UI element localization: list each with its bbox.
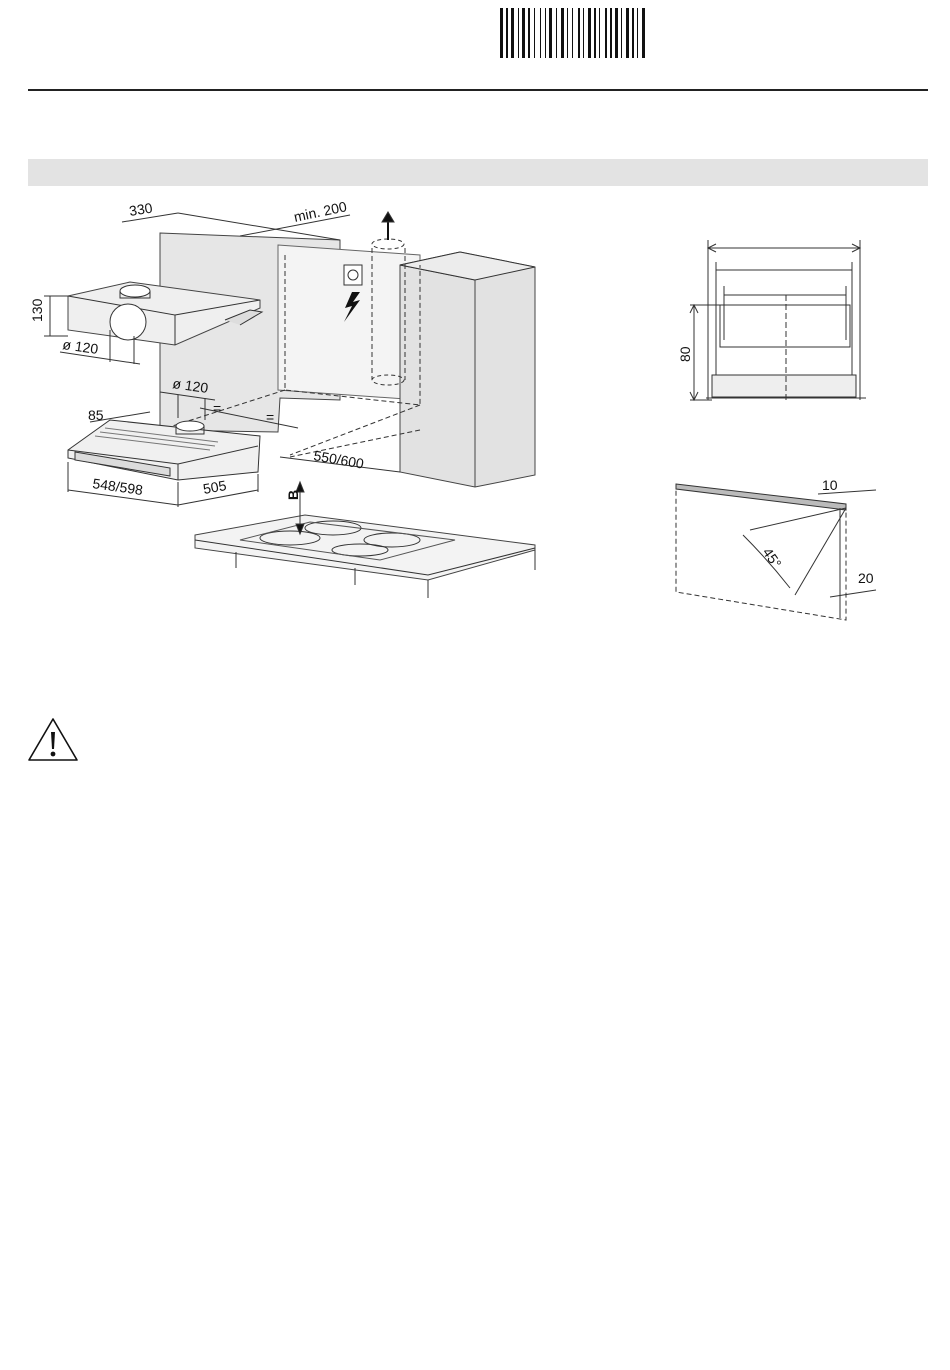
dim-min-200: min. 200 bbox=[292, 198, 349, 225]
barcode-bar bbox=[511, 8, 514, 58]
barcode-bar bbox=[594, 8, 596, 58]
barcode-bar bbox=[534, 8, 535, 58]
barcode-bar bbox=[522, 8, 525, 58]
dim-B: B bbox=[285, 489, 301, 500]
barcode-bar bbox=[637, 8, 638, 58]
barcode-bar bbox=[626, 8, 629, 58]
dim-10: 10 bbox=[822, 477, 838, 493]
barcode-bar bbox=[615, 8, 618, 58]
dim-130: 130 bbox=[29, 298, 45, 322]
dim-80: 80 bbox=[677, 346, 693, 362]
barcode-bar bbox=[528, 8, 530, 58]
barcode-bar bbox=[588, 8, 591, 58]
barcode-bar bbox=[540, 8, 541, 58]
barcode-bar bbox=[567, 8, 568, 58]
barcode-bar bbox=[549, 8, 552, 58]
header-rule bbox=[28, 89, 928, 91]
barcode-bar bbox=[605, 8, 607, 58]
barcode bbox=[498, 8, 720, 58]
barcode-bar bbox=[500, 8, 503, 58]
barcode-bar bbox=[632, 8, 634, 58]
dim-equal-1: = bbox=[213, 400, 222, 416]
barcode-bar bbox=[621, 8, 622, 58]
dim-550-600: 550/600 bbox=[312, 447, 366, 472]
corner-detail-diagram bbox=[660, 470, 890, 630]
installation-diagram bbox=[0, 190, 620, 610]
dim-548-598: 548/598 bbox=[91, 475, 144, 499]
barcode-bar bbox=[556, 8, 557, 58]
barcode-bar bbox=[506, 8, 508, 58]
dim-20: 20 bbox=[858, 570, 874, 586]
dim-dia-120-mid: ø 120 bbox=[171, 375, 210, 396]
dim-45-deg: 45° bbox=[759, 544, 785, 572]
warning-triangle-icon bbox=[26, 716, 80, 764]
dim-equal-2: = bbox=[266, 409, 275, 425]
barcode-bar bbox=[599, 8, 600, 58]
barcode-bar bbox=[518, 8, 519, 58]
barcode-bar bbox=[610, 8, 612, 58]
barcode-bar bbox=[561, 8, 564, 58]
barcode-bar bbox=[545, 8, 546, 58]
dim-dia-120-top: ø 120 bbox=[61, 336, 100, 357]
cross-section-diagram bbox=[670, 230, 880, 410]
dim-330: 330 bbox=[127, 199, 154, 219]
dim-505: 505 bbox=[201, 477, 228, 497]
barcode-bar bbox=[578, 8, 580, 58]
barcode-bar bbox=[642, 8, 645, 58]
barcode-bar bbox=[583, 8, 584, 58]
barcode-bar bbox=[572, 8, 573, 58]
section-header-band bbox=[28, 159, 928, 186]
dim-85: 85 bbox=[88, 407, 104, 423]
